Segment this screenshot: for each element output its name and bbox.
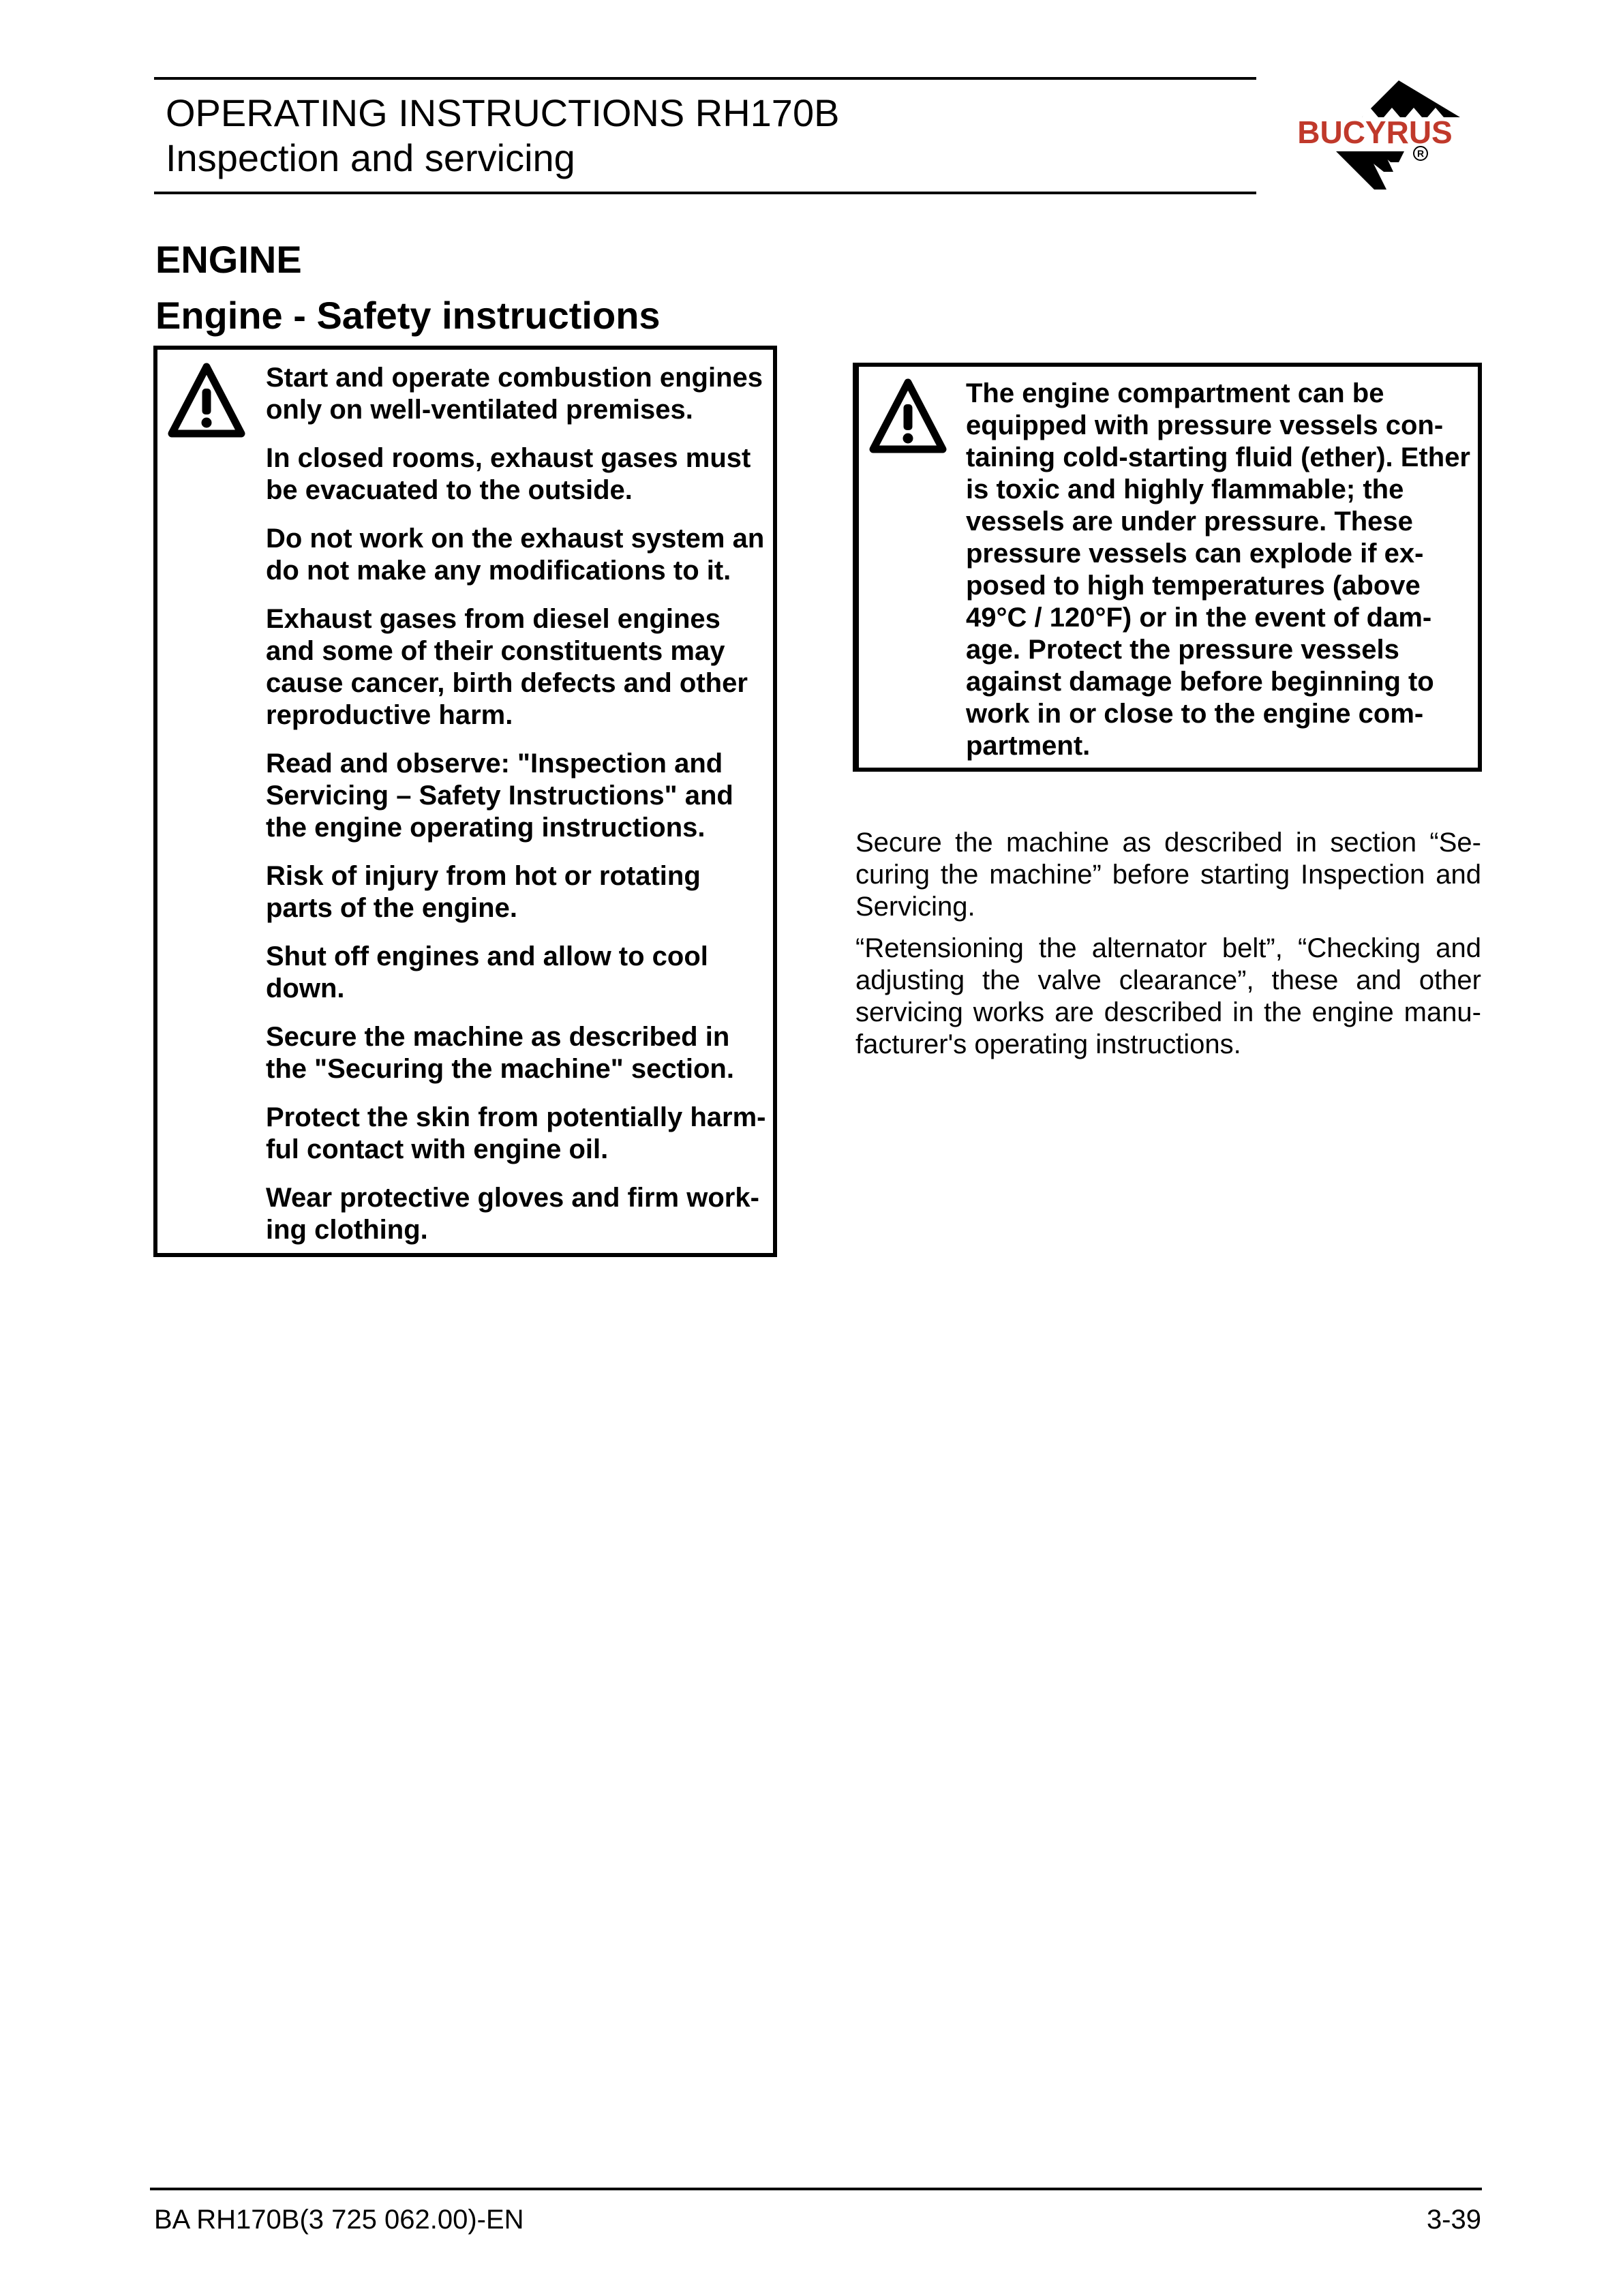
footer-doc-id: BA RH170B(3 725 062.00)-EN [154, 2205, 524, 2235]
warning-left-paragraph: Exhaust gases from diesel engines and some of their constituents may cause cancer, birth defects and other reproductive harm. [266, 604, 748, 730]
warning-triangle-icon [168, 363, 245, 438]
body-paragraph: Secure the machine as described in section “Se-curing the machine” before starting Inspection and Servicing. [855, 828, 1481, 922]
section-heading: ENGINE [155, 238, 302, 281]
header-bottom-rule [154, 192, 1256, 194]
body-text [855, 827, 1481, 1070]
body-paragraph: “Retensioning the alternator belt”, “Checking and adjusting the valve clearance”, these and other servicing works are described in the engine manu-facturer's operating instructions. [855, 933, 1481, 1059]
sub-heading: Engine - Safety instructions [155, 294, 661, 337]
bucyrus-logo [1281, 75, 1466, 198]
warning-left-paragraph: In closed rooms, exhaust gases must be evacuated to the outside. [266, 443, 751, 505]
header-top-rule [154, 77, 1256, 80]
warning-left-paragraph: Secure the machine as described in the "Securing the machine" section. [266, 1022, 734, 1084]
warning-triangle-icon [869, 378, 947, 453]
warning-left-paragraph: Start and operate combustion engines only on well-ventilated premises. [266, 363, 763, 425]
header-title: OPERATING INSTRUCTIONS RH170B [166, 91, 840, 134]
footer-page-number: 3-39 [1426, 2205, 1481, 2235]
header-subtitle: Inspection and servicing [166, 136, 575, 179]
warning-left-text [266, 362, 770, 1263]
warning-left-paragraph: Shut off engines and allow to cool down. [266, 941, 708, 1003]
svg-text:R: R [1416, 148, 1425, 159]
warning-left-paragraph: Protect the skin from potentially harm-ful contact with engine oil. [266, 1102, 766, 1164]
warning-left-paragraph: Wear protective gloves and firm work-ing clothing. [266, 1183, 759, 1245]
warning-box-right [853, 363, 1482, 772]
footer-rule [150, 2188, 1482, 2190]
warning-left-paragraph: Risk of injury from hot or rotating parts of the engine. [266, 861, 701, 923]
warning-box-left [153, 346, 777, 1257]
warning-right-text [966, 378, 1470, 779]
warning-right-paragraph: The engine compartment can be equipped with pressure vessels con-taining cold-starting fluid (ether). Ether is toxic and highly flammable; the vessels are under pressure. These pressure vessels can explode if ex-posed to high temperatures (above 49°C / 120°F) or in the event of dam-age. Protect the pressure vessels against damage before beginning to work in or close to the engine com-partment. [966, 378, 1470, 761]
logo-text: BUCYRUS [1297, 115, 1453, 150]
warning-left-paragraph: Read and observe: "Inspection and Servicing – Safety Instructions" and the engine operating instructions. [266, 749, 733, 843]
warning-left-paragraph: Do not work on the exhaust system an do not make any modifications to it. [266, 524, 765, 586]
